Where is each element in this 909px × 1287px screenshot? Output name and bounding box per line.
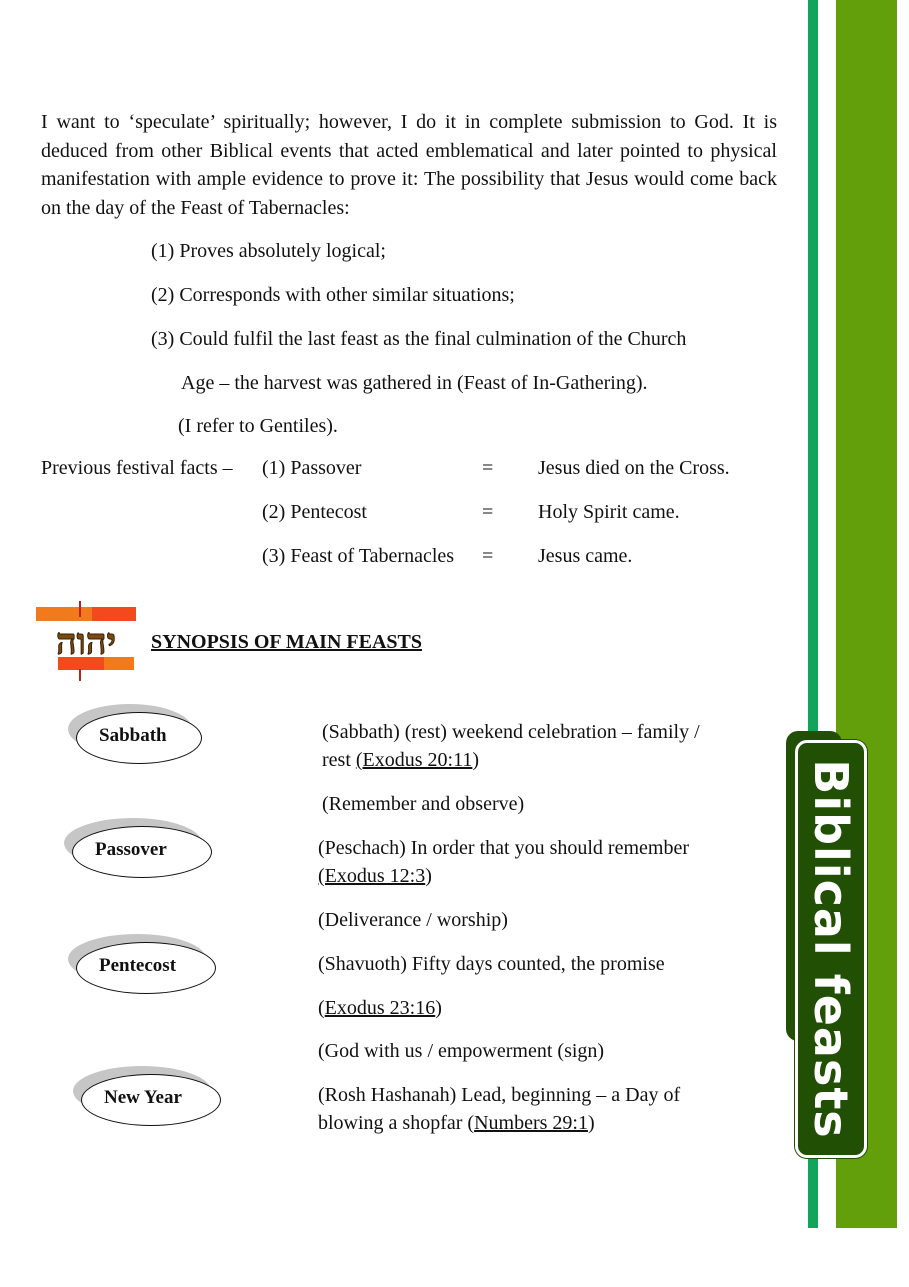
logo-glyphs: יהוה <box>55 621 117 663</box>
intro-paragraph: I want to ‘speculate’ spiritually; however, I do it in complete submission to God. It is deduced from other Biblical events that acted emblematical and later pointed to physical manifestation with ample evidence to prove it: The possibility that Jesus would come back on the day of the Feast of Tabernacles: <box>41 111 777 219</box>
point-3: (3) Could fulfil the last feast as the final culmination of the Church <box>151 328 687 350</box>
fact-result: Holy Spirit came. <box>538 501 680 523</box>
passover-desc-2: (Exodus 12:3) <box>318 865 432 887</box>
fact-name: (1) Passover <box>262 457 362 479</box>
feast-label: Sabbath <box>99 725 167 746</box>
point-note: (I refer to Gentiles). <box>178 415 338 437</box>
scripture-ref: Exodus 23:16 <box>324 997 436 1019</box>
fact-equals: = <box>482 457 494 479</box>
pentecost-desc-1: (Shavuoth) Fifty days counted, the promise <box>318 953 665 975</box>
sabbath-desc-2: rest (Exodus 20:11) <box>322 749 480 771</box>
passover-desc-1: (Peschach) In order that you should remember <box>318 837 689 859</box>
scripture-ref: (Exodus 12:3 <box>318 865 426 887</box>
fact-result: Jesus died on the Cross. <box>538 457 730 479</box>
side-tab <box>795 740 867 1158</box>
feast-label: New Year <box>104 1087 182 1108</box>
section-heading: SYNOPSIS OF MAIN FEASTS <box>151 631 422 653</box>
point-1: (1) Proves absolutely logical; <box>151 240 386 262</box>
scripture-ref: (Exodus 20:11 <box>355 749 473 771</box>
newyear-desc-1: (Rosh Hashanah) Lead, beginning – a Day of <box>318 1084 681 1106</box>
feast-label: Pentecost <box>99 955 177 976</box>
point-3-cont: Age – the harvest was gathered in (Feast of In-Gathering). <box>181 372 648 394</box>
feast-label: Passover <box>95 839 167 860</box>
yhwh-logo <box>36 601 136 681</box>
side-tab-title: Biblical feasts <box>804 759 858 1139</box>
fact-name: (3) Feast of Tabernacles <box>262 545 455 567</box>
fact-name: (2) Pentecost <box>262 501 367 523</box>
passover-desc-3: (Deliverance / worship) <box>318 909 508 931</box>
fact-equals: = <box>482 545 494 567</box>
newyear-desc-2: blowing a shopfar (Numbers 29:1) <box>318 1112 595 1134</box>
sabbath-desc-1: (Sabbath) (rest) weekend celebration – family / <box>322 721 700 743</box>
sabbath-desc-3: (Remember and observe) <box>322 793 525 815</box>
point-2: (2) Corresponds with other similar situations; <box>151 284 515 306</box>
facts-lead: Previous festival facts – <box>41 457 233 479</box>
fact-result: Jesus came. <box>538 545 633 567</box>
pentecost-desc-3: (God with us / empowerment (sign) <box>318 1040 605 1062</box>
pentecost-desc-2: (Exodus 23:16) <box>318 997 442 1019</box>
fact-equals: = <box>482 501 494 523</box>
scripture-ref: Numbers 29:1 <box>474 1112 588 1134</box>
